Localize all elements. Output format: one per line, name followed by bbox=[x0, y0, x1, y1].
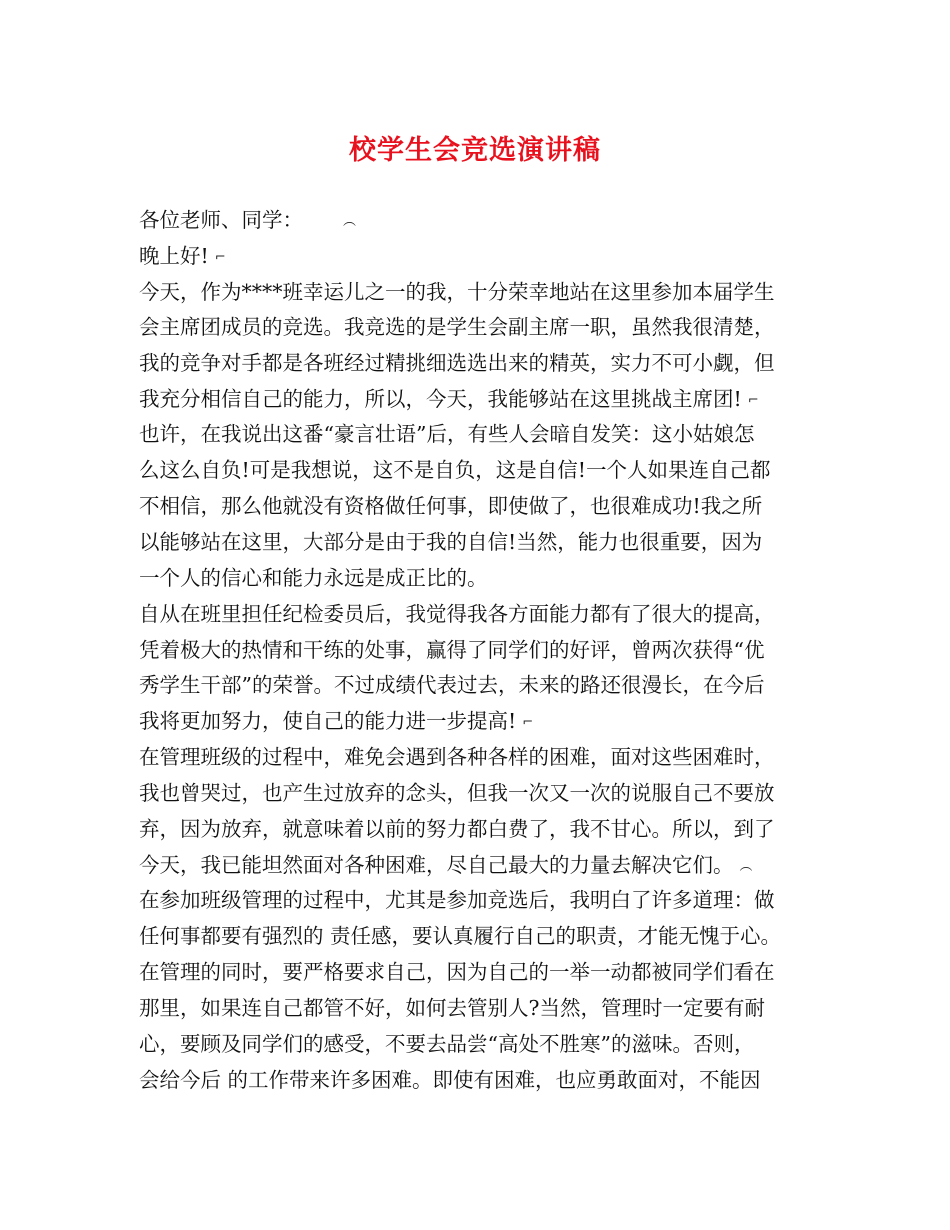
text-line bbox=[139, 851, 753, 881]
text-line: 么这么自负!可是我想说，这不是自负，这是自信!一个人如果连自己都 bbox=[139, 458, 771, 482]
section-mark-icon: ︵ bbox=[739, 858, 753, 874]
document-title: 校学生会竞选演讲稿 bbox=[349, 135, 601, 166]
text-line: 在管理的同时，要严格要求自己，因为自己的一举一动都被同学们看在 bbox=[139, 960, 775, 984]
text-line: 心，要顾及同学们的感受，不要去品尝“高处不胜寒”的滋味。否则， bbox=[139, 1032, 755, 1056]
text-line: 我也曾哭过，也产生过放弃的念头，但我一次又一次的说服自己不要放 bbox=[139, 781, 775, 805]
line-text: 今天，我已能坦然面对各种困难，尽自己最大的力量去解决它们。 bbox=[139, 853, 734, 877]
text-line: 秀学生干部”的荣誉。不过成绩代表过去，未来的路还很漫长，在今后 bbox=[139, 673, 765, 697]
text-line: 那里，如果连自己都管不好，如何去管别人?当然，管理时一定要有耐 bbox=[139, 996, 765, 1020]
text-line: 也许，在我说出这番“豪言壮语”后，有些人会暗自发笑：这小姑娘怎 bbox=[139, 422, 755, 446]
text-line bbox=[139, 707, 533, 737]
text-line: 我的竞争对手都是各班经过精挑细选选出来的精英，实力不可小觑，但 bbox=[139, 351, 775, 375]
text-line: 在管理班级的过程中，难免会遇到各种各样的困难，面对这些困难时， bbox=[139, 745, 775, 769]
line-text: 我将更加努力，使自己的能力进一步提高! bbox=[139, 709, 517, 733]
section-mark-icon: ︵ bbox=[343, 213, 357, 229]
text-line bbox=[139, 206, 356, 236]
text-line: 会给今后 的工作带来许多困难。即使有困难，也应勇敢面对，不能因 bbox=[139, 1068, 761, 1092]
text-line: 会主席团成员的竞选。我竞选的是学生会副主席一职，虽然我很清楚， bbox=[139, 315, 775, 339]
text-line: 在参加班级管理的过程中，尤其是参加竞选后，我明白了许多道理：做 bbox=[139, 888, 775, 912]
text-line: 自从在班里担任纪检委员后，我觉得我各方面能力都有了很大的提高， bbox=[139, 602, 775, 626]
text-line: 以能够站在这里，大部分是由于我的自信!当然，能力也很重要，因为 bbox=[139, 530, 763, 554]
text-line: 今天，作为****班幸运儿之一的我，十分荣幸地站在这里参加本届学生 bbox=[139, 280, 775, 304]
text-line: 任何事都要有强烈的 责任感，要认真履行自己的职责，才能无愧于心。 bbox=[139, 924, 782, 948]
line-text: 晚上好! bbox=[139, 244, 209, 268]
line-text: 我充分相信自己的能力，所以，今天，我能够站在这里挑战主席团! bbox=[139, 387, 742, 411]
text-line: 不相信，那么他就没有资格做任何事，即使做了，也很难成功!我之所 bbox=[139, 494, 763, 518]
paragraph-mark-icon: ⌐ bbox=[214, 249, 226, 265]
text-line: 一个人的信心和能力永远是成正比的。 bbox=[139, 566, 488, 590]
text-line bbox=[139, 242, 226, 272]
paragraph-mark-icon: ⌐ bbox=[747, 392, 759, 408]
line-text: 各位老师、同学： bbox=[139, 208, 303, 232]
text-line: 凭着极大的热情和干练的处事，赢得了同学们的好评，曾两次获得“优 bbox=[139, 638, 765, 662]
text-line bbox=[139, 385, 759, 415]
paragraph-mark-icon: ⌐ bbox=[522, 714, 534, 730]
text-line: 弃，因为放弃，就意味着以前的努力都白费了，我不甘心。所以，到了 bbox=[139, 817, 775, 841]
